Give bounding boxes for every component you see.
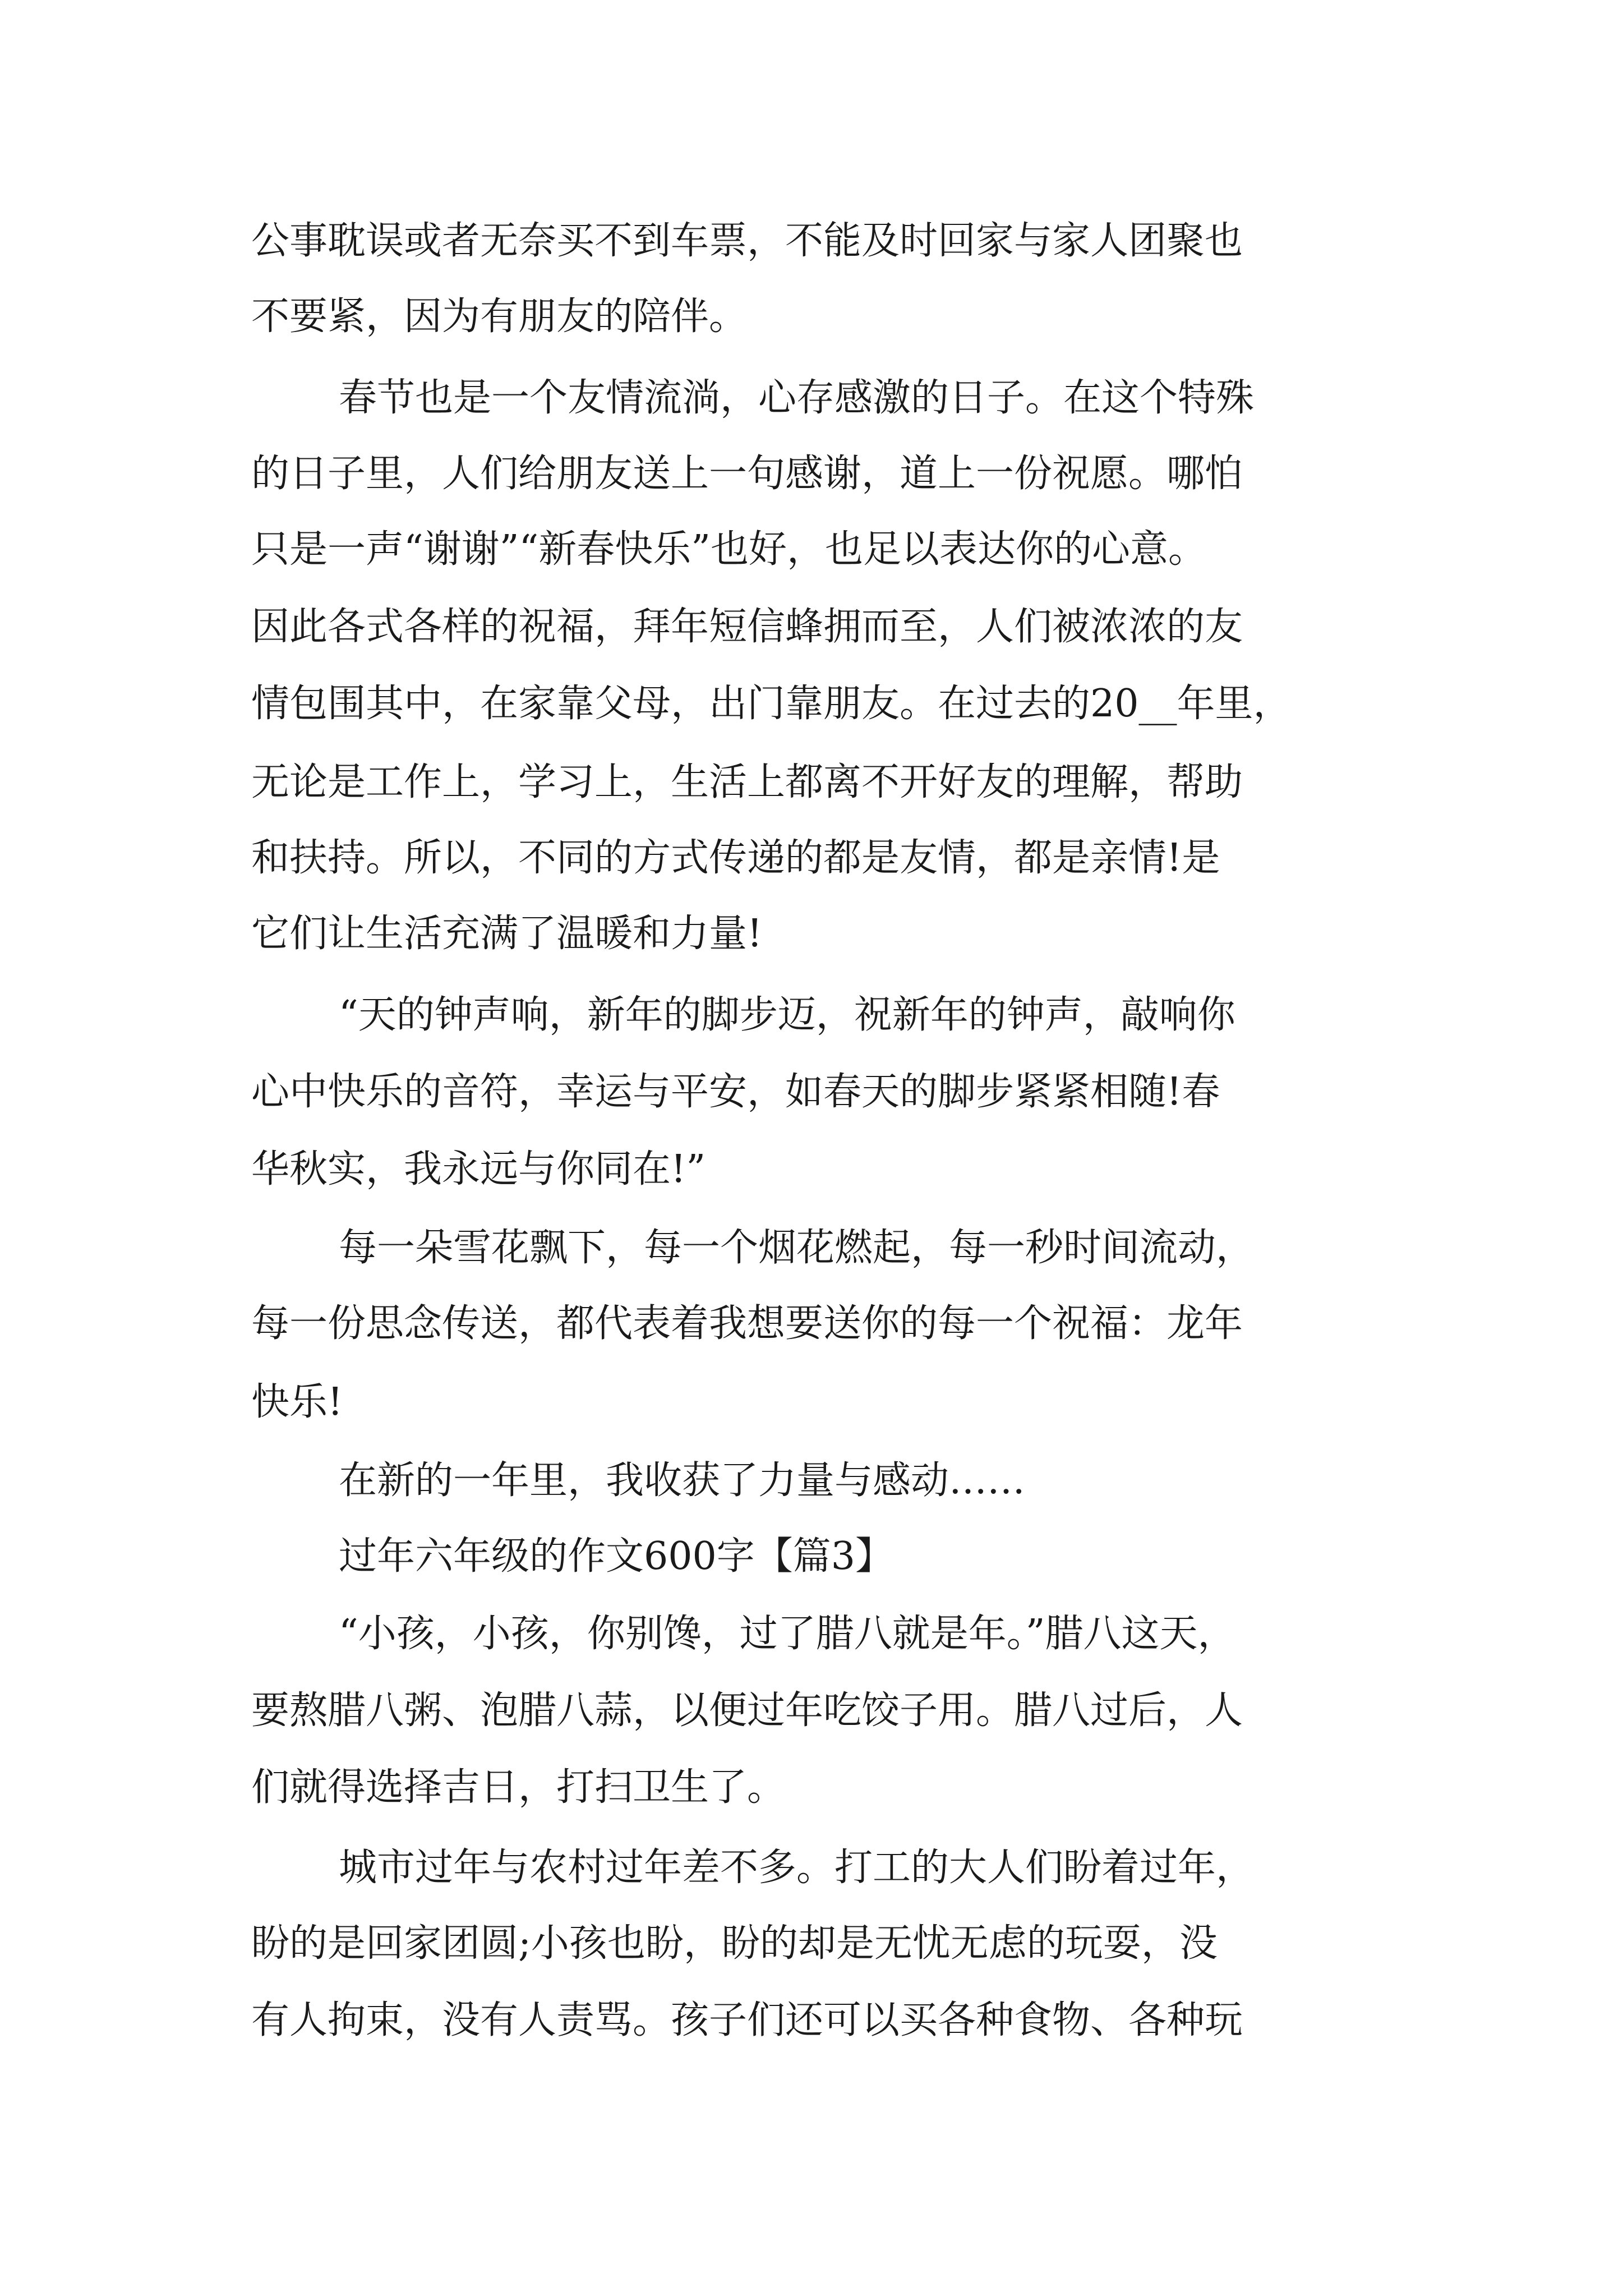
text-line: 公事耽误或者无奈买不到车票，不能及时回家与家人团聚也 <box>251 219 1243 263</box>
paragraph-start-line: “天的钟声响，新年的脚步迈，祝新年的钟声，敲响你 <box>339 993 1235 1037</box>
paragraph-start-line: 城市过年与农村过年差不多。打工的大人们盼着过年， <box>339 1846 1255 1890</box>
text-line: 无论是工作上，学习上，生活上都离不开好友的理解，帮助 <box>251 760 1243 804</box>
text-line: 它们让生活充满了温暖和力量! <box>251 912 763 956</box>
text-line: 情包围其中，在家靠父母，出门靠朋友。在过去的20__年里， <box>251 682 1292 726</box>
text-line: 因此各式各样的祝福，拜年短信蜂拥而至，人们被浓浓的友 <box>251 605 1243 649</box>
text-line: 有人拘束，没有人责骂。孩子们还可以买各种食物、各种玩 <box>251 1998 1243 2042</box>
text-line: 快乐! <box>251 1380 343 1424</box>
paragraph-start-line: 春节也是一个友情流淌，心存感激的日子。在这个特殊 <box>339 376 1255 420</box>
text-line: 盼的是回家团圆;小孩也盼，盼的却是无忧无虑的玩耍，没 <box>251 1921 1218 1966</box>
text-line: 心中快乐的音符，幸运与平安，如春天的脚步紧紧相随!春 <box>251 1070 1220 1114</box>
text-line: 的日子里，人们给朋友送上一句感谢，道上一份祝愿。哪怕 <box>251 452 1243 496</box>
paragraph-start-line: 每一朵雪花飘下，每一个烟花燃起，每一秒时间流动， <box>339 1226 1255 1270</box>
text-line: 只是一声“谢谢”“新春快乐”也好，也足以表达你的心意。 <box>251 527 1207 572</box>
text-line: 不要紧，因为有朋友的陪伴。 <box>251 295 748 339</box>
text-line: 和扶持。所以，不同的方式传递的都是友情，都是亲情!是 <box>251 836 1220 880</box>
paragraph-start-line: 在新的一年里，我收获了力量与感动…… <box>339 1458 1026 1503</box>
text-line: 要熬腊八粥、泡腊八蒜，以便过年吃饺子用。腊八过后，人 <box>251 1688 1243 1733</box>
text-line: 每一份思念传送，都代表着我想要送你的每一个祝福：龙年 <box>251 1301 1243 1346</box>
text-line: 们就得选择吉日，打扫卫生了。 <box>251 1765 786 1810</box>
text-line: 华秋实，我永远与你同在!” <box>251 1147 706 1191</box>
paragraph-start-line: “小孩，小孩，你别馋，过了腊八就是年。”腊八这天， <box>339 1612 1236 1656</box>
section-heading: 过年六年级的作文600字【篇3】 <box>339 1534 894 1579</box>
